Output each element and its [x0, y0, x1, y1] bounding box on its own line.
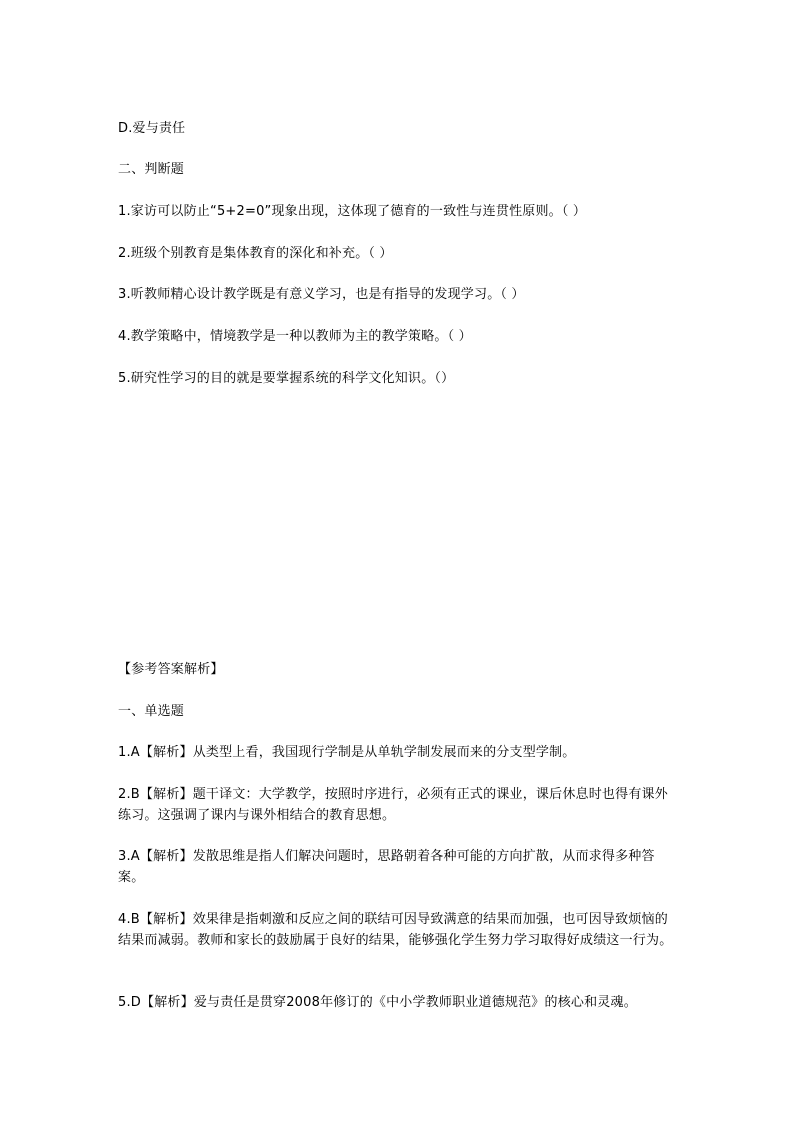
answer-3: 3.A【解析】发散思维是指人们解决问题时，思路朝着各种可能的方向扩散，从而求得多种答案。 — [118, 849, 655, 885]
judgment-heading: 二、判断题 — [118, 162, 185, 177]
judgment-item-2: 2.班级个别教育是集体教育的深化和补充。（ ） — [118, 246, 393, 261]
judgment-item-4: 4.教学策略中，情境教学是一种以教师为主的教学策略。（ ） — [118, 329, 472, 344]
answer-1: 1.A【解析】从类型上看，我国现行学制是从单轨学制发展而来的分支型学制。 — [118, 745, 576, 760]
answer-4: 4.B【解析】效果律是指刺激和反应之间的联结可因导致满意的结果而加强，也可因导致烦恼的结果而减弱。教师和家长的鼓励属于良好的结果，能够强化学生努力学习取得好成绩这一行为。 — [118, 912, 673, 948]
option-d: D.爱与责任 — [118, 121, 186, 136]
judgment-item-1: 1.家访可以防止“5+2=0”现象出现，这体现了德育的一致性与连贯性原则。（ ） — [118, 204, 587, 219]
single-choice-heading: 一、单选题 — [118, 704, 185, 719]
judgment-item-3: 3.听教师精心设计教学既是有意义学习，也是有指导的发现学习。（ ） — [118, 287, 525, 302]
answer-section-title: 【参考答案解析】 — [118, 662, 224, 677]
answer-2: 2.B【解析】题干译文：大学教学，按照时序进行，必须有正式的课业，课后休息时也得有课外练习。这强调了课内与课外相结合的教育思想。 — [118, 787, 668, 823]
answer-5: 5.D【解析】爱与责任是贯穿2008年修订的《中小学教师职业道德规范》的核心和灵魂。 — [118, 995, 637, 1010]
judgment-item-5: 5.研究性学习的目的就是要掌握系统的科学文化知识。（） — [118, 371, 455, 386]
